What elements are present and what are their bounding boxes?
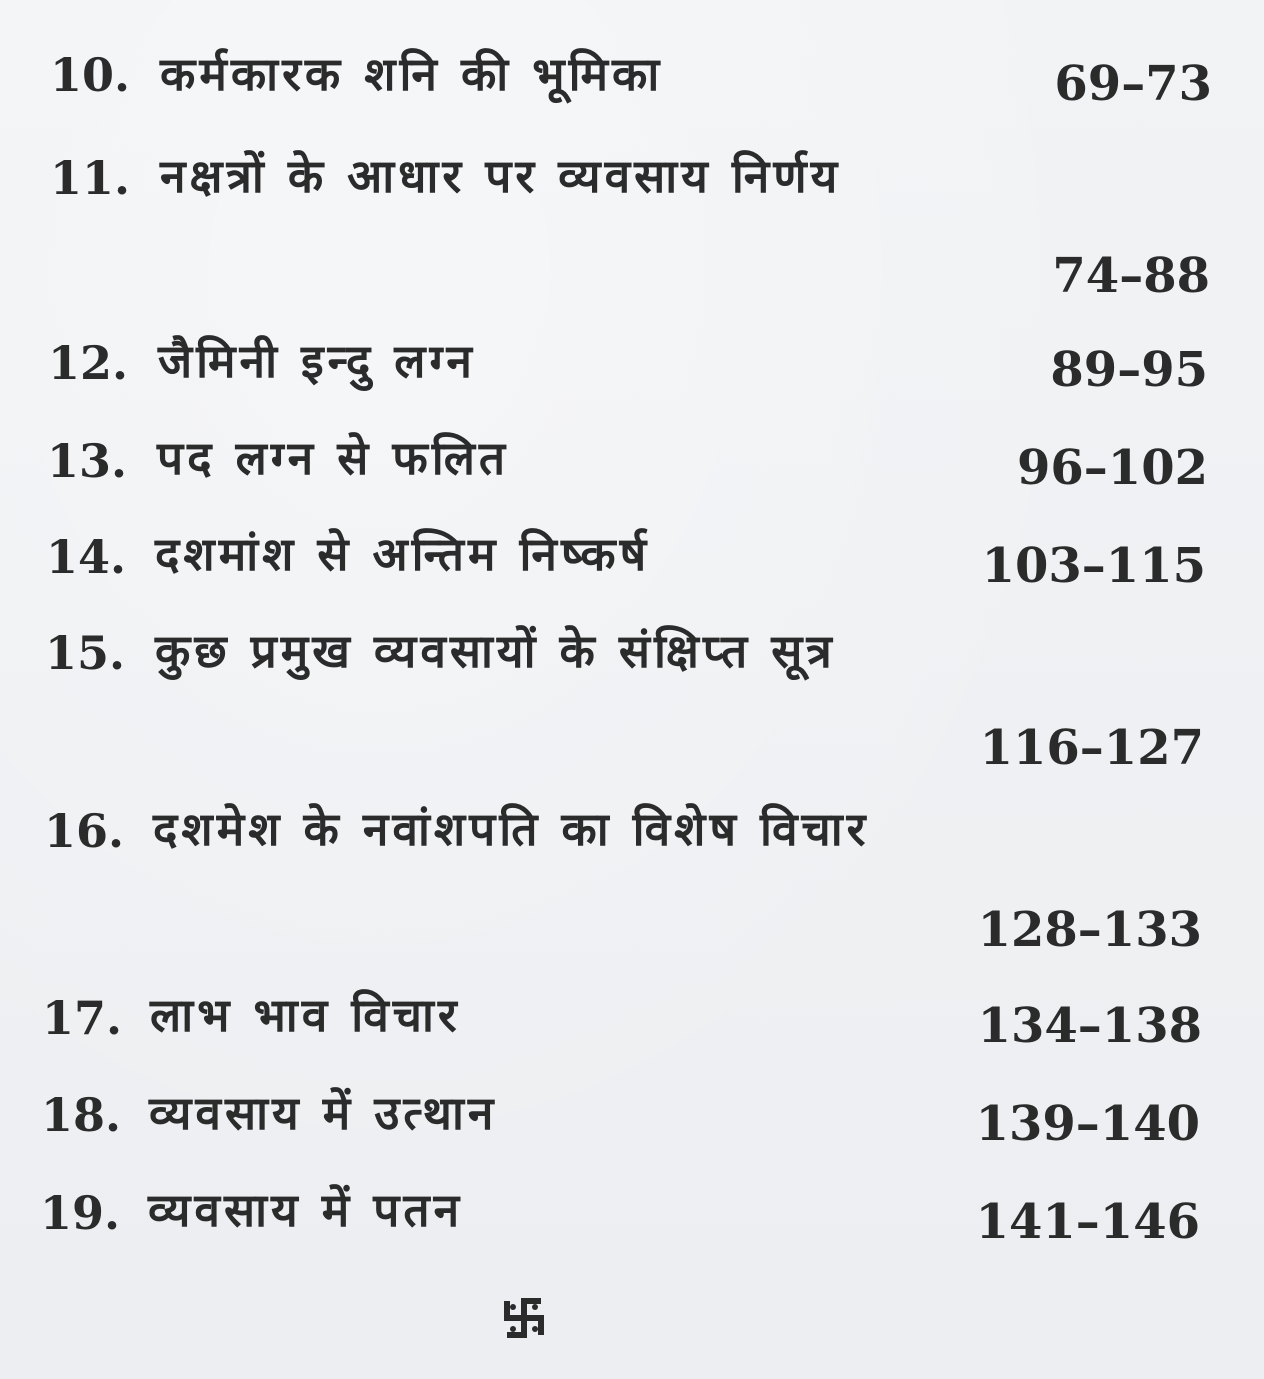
entry-pages: 96–102	[1017, 440, 1208, 496]
entry-number: 12.	[48, 336, 129, 390]
entry-pages: 116–127	[979, 720, 1204, 776]
entry-pages: 128–133	[977, 902, 1202, 958]
entry-pages: 141–146	[975, 1194, 1200, 1250]
entry-number: 11.	[50, 151, 131, 205]
entry-title: जैमिनी इन्दु लग्न	[158, 334, 476, 388]
entry-title: व्यवसाय में उत्थान	[149, 1086, 498, 1140]
entry-title: कर्मकारक शनि की भूमिका	[160, 47, 664, 101]
entry-pages: 134–138	[977, 998, 1202, 1054]
entry-title: दशमांश से अन्तिम निष्कर्ष	[155, 527, 651, 581]
entry-number: 19.	[40, 1186, 121, 1240]
entry-title: दशमेश के नवांशपति का विशेष विचार	[153, 802, 870, 856]
entry-title: कुछ प्रमुख व्यवसायों के संक्षिप्त सूत्र	[155, 624, 836, 678]
entry-pages: 103–115	[981, 538, 1206, 594]
entry-number: 17.	[42, 991, 123, 1045]
entry-number: 18.	[41, 1088, 122, 1142]
entry-number: 10.	[50, 48, 131, 102]
swastika-icon	[500, 1294, 548, 1342]
entry-number: 16.	[44, 804, 125, 858]
entry-title: नक्षत्रों के आधार पर व्यवसाय निर्णय	[160, 149, 842, 203]
entry-pages: 139–140	[975, 1096, 1200, 1152]
entry-number: 13.	[47, 434, 128, 488]
entry-pages: 89–95	[1050, 342, 1208, 398]
entry-number: 14.	[46, 530, 127, 584]
entry-title: व्यवसाय में पतन	[148, 1183, 464, 1237]
entry-title: लाभ भाव विचार	[150, 988, 461, 1042]
entry-number: 15.	[45, 626, 126, 680]
entry-pages: 74–88	[1052, 248, 1210, 304]
entry-title: पद लग्न से फलित	[157, 431, 510, 485]
entry-pages: 69–73	[1054, 56, 1212, 112]
